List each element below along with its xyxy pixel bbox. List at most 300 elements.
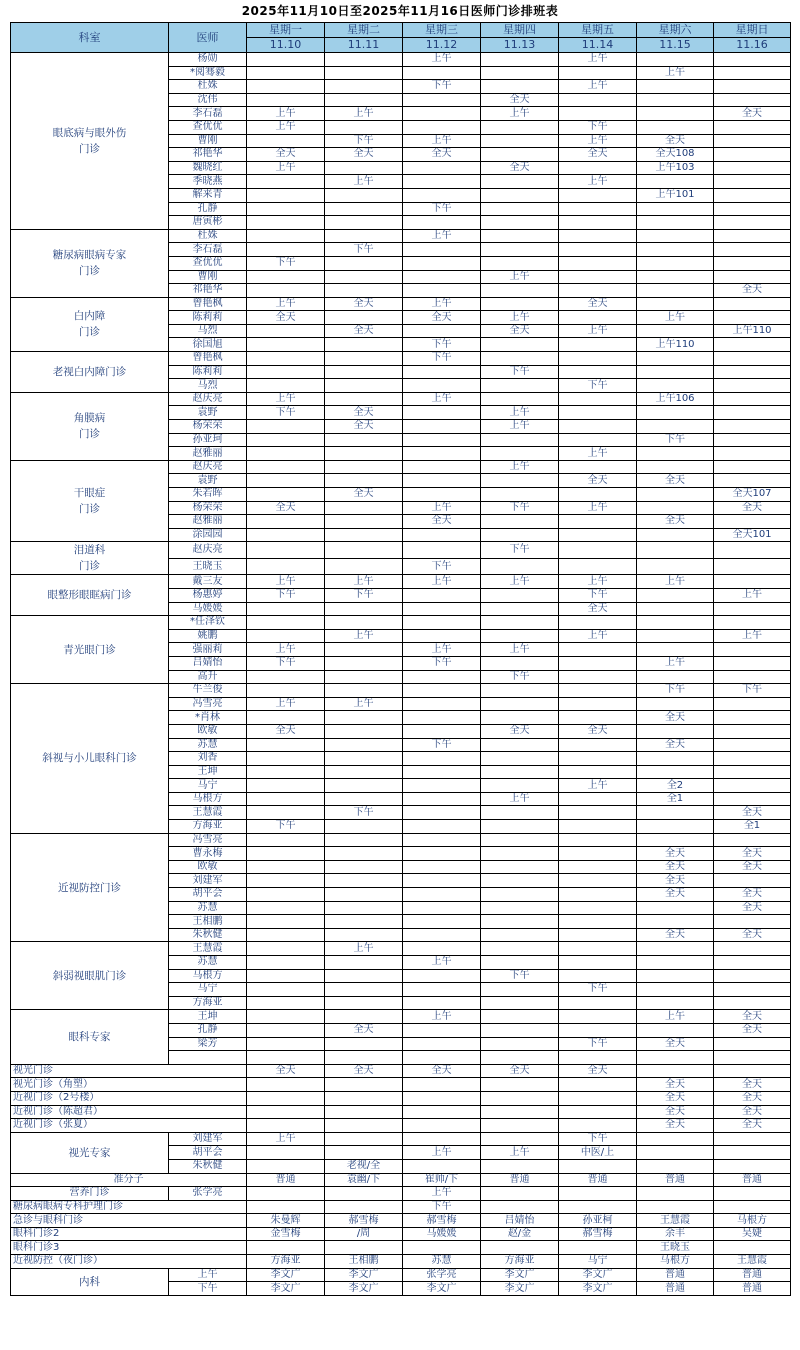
- schedule-cell: [247, 983, 325, 997]
- doctor-name: 刘香: [169, 752, 247, 766]
- schedule-cell: [714, 752, 791, 766]
- schedule-cell: [325, 120, 403, 134]
- schedule-cell: [325, 656, 403, 670]
- doctor-name: 朱秋健: [169, 1159, 247, 1173]
- schedule-cell: [403, 1051, 481, 1065]
- schedule-cell: [714, 874, 791, 888]
- schedule-cell: 上午: [403, 501, 481, 515]
- doctor-name: 方海亚: [169, 996, 247, 1010]
- schedule-cell: [481, 229, 559, 243]
- schedule-cell: [714, 379, 791, 393]
- schedule-cell: 上午110: [637, 338, 714, 352]
- doctor-name: 胡平会: [169, 1146, 247, 1160]
- schedule-cell: [714, 1064, 791, 1078]
- schedule-cell: [247, 806, 325, 820]
- schedule-cell: [714, 1146, 791, 1160]
- schedule-cell: [325, 501, 403, 515]
- schedule-cell: [247, 488, 325, 502]
- schedule-cell: [481, 1037, 559, 1051]
- dept-cell: 泪道科 门诊: [11, 542, 169, 575]
- schedule-cell: [403, 874, 481, 888]
- schedule-cell: [481, 1187, 559, 1201]
- schedule-cell: [481, 752, 559, 766]
- schedule-cell: [559, 915, 637, 929]
- schedule-cell: 方海亚: [481, 1255, 559, 1269]
- schedule-cell: [481, 915, 559, 929]
- schedule-cell: [403, 379, 481, 393]
- schedule-cell: 下午: [403, 80, 481, 94]
- doctor-name: 杨荣荣: [169, 420, 247, 434]
- schedule-cell: [247, 1091, 325, 1105]
- doctor-name: 孙亚珂: [169, 433, 247, 447]
- schedule-cell: [559, 738, 637, 752]
- schedule-cell: 全天: [403, 311, 481, 325]
- schedule-cell: 下午: [559, 379, 637, 393]
- schedule-cell: 郝雪梅: [403, 1214, 481, 1228]
- schedule-cell: [714, 792, 791, 806]
- schedule-cell: 下午: [247, 588, 325, 602]
- schedule-cell: 上午: [714, 629, 791, 643]
- schedule-cell: 吕婧怡: [481, 1214, 559, 1228]
- doctor-name: 曹永梅: [169, 847, 247, 861]
- schedule-cell: 金雪梅: [247, 1227, 325, 1241]
- schedule-cell: [403, 602, 481, 616]
- schedule-cell: 全天: [637, 738, 714, 752]
- doctor-name: 曹刚: [169, 270, 247, 284]
- schedule-cell: [247, 284, 325, 298]
- schedule-cell: 下午: [247, 820, 325, 834]
- schedule-cell: [637, 297, 714, 311]
- schedule-cell: [481, 1023, 559, 1037]
- schedule-cell: [714, 243, 791, 257]
- schedule-cell: [637, 175, 714, 189]
- schedule-cell: [481, 983, 559, 997]
- schedule-cell: 上午: [481, 311, 559, 325]
- schedule-cell: [637, 256, 714, 270]
- schedule-cell: [714, 643, 791, 657]
- schedule-cell: [637, 901, 714, 915]
- dept-cell: 近视防控门诊: [11, 833, 169, 942]
- schedule-cell: [714, 697, 791, 711]
- schedule-cell: [559, 188, 637, 202]
- schedule-cell: [559, 93, 637, 107]
- schedule-cell: [559, 365, 637, 379]
- schedule-cell: [247, 792, 325, 806]
- dept-cell: 眼整形眼眶病门诊: [11, 575, 169, 616]
- doctor-name: 查优优: [169, 256, 247, 270]
- schedule-cell: [481, 765, 559, 779]
- schedule-cell: [637, 833, 714, 847]
- schedule-cell: 全天108: [637, 148, 714, 162]
- schedule-cell: [325, 311, 403, 325]
- doctor-name: 孔静: [169, 1023, 247, 1037]
- schedule-cell: [247, 80, 325, 94]
- schedule-cell: 全天: [714, 901, 791, 915]
- doctor-name: 朱若晖: [169, 488, 247, 502]
- header-doctor: 医师: [169, 23, 247, 53]
- schedule-cell: [714, 1132, 791, 1146]
- doctor-name: 解来青: [169, 188, 247, 202]
- schedule-cell: 全天: [247, 148, 325, 162]
- doctor-name: 冯雪亮: [169, 697, 247, 711]
- doctor-name: 王慧霞: [169, 806, 247, 820]
- schedule-cell: 马媛媛: [403, 1227, 481, 1241]
- schedule-cell: [481, 297, 559, 311]
- dept-cell: 白内障 门诊: [11, 297, 169, 351]
- schedule-cell: [481, 488, 559, 502]
- schedule-cell: [481, 629, 559, 643]
- schedule-cell: 下午: [403, 352, 481, 366]
- schedule-cell: [481, 53, 559, 67]
- schedule-cell: [247, 558, 325, 575]
- schedule-cell: [247, 765, 325, 779]
- schedule-cell: [481, 833, 559, 847]
- schedule-cell: [403, 724, 481, 738]
- schedule-cell: 李文广: [325, 1268, 403, 1282]
- schedule-cell: [247, 324, 325, 338]
- schedule-cell: [481, 820, 559, 834]
- schedule-cell: [637, 670, 714, 684]
- schedule-cell: 全天: [325, 324, 403, 338]
- schedule-cell: [559, 406, 637, 420]
- schedule-cell: [559, 847, 637, 861]
- schedule-cell: 全天: [637, 515, 714, 529]
- schedule-cell: 下午: [403, 656, 481, 670]
- schedule-cell: [325, 820, 403, 834]
- schedule-cell: [247, 460, 325, 474]
- schedule-cell: [325, 161, 403, 175]
- doctor-name: 孔静: [169, 202, 247, 216]
- doctor-name: 季晓燕: [169, 175, 247, 189]
- schedule-cell: 下午: [325, 588, 403, 602]
- schedule-cell: [481, 738, 559, 752]
- schedule-cell: [247, 779, 325, 793]
- schedule-cell: [403, 1037, 481, 1051]
- schedule-cell: [714, 1200, 791, 1214]
- schedule-cell: [714, 297, 791, 311]
- schedule-cell: [325, 338, 403, 352]
- table-row: [11, 1105, 791, 1119]
- schedule-cell: [637, 996, 714, 1010]
- schedule-cell: [403, 942, 481, 956]
- schedule-cell: [637, 697, 714, 711]
- schedule-cell: [637, 629, 714, 643]
- schedule-cell: 全1: [714, 820, 791, 834]
- schedule-cell: [637, 1051, 714, 1065]
- schedule-cell: [247, 684, 325, 698]
- schedule-cell: [403, 175, 481, 189]
- schedule-cell: [481, 942, 559, 956]
- schedule-cell: [325, 779, 403, 793]
- schedule-cell: 普通: [481, 1173, 559, 1187]
- schedule-cell: 全天: [559, 1064, 637, 1078]
- doctor-name: 欧敏: [169, 724, 247, 738]
- schedule-cell: 上午: [559, 80, 637, 94]
- schedule-cell: [403, 1241, 481, 1255]
- schedule-cell: [247, 915, 325, 929]
- schedule-cell: [481, 1091, 559, 1105]
- schedule-cell: [403, 1132, 481, 1146]
- schedule-cell: [481, 860, 559, 874]
- doctor-name: 陈莉莉: [169, 311, 247, 325]
- schedule-cell: [247, 338, 325, 352]
- schedule-cell: 全天: [637, 1078, 714, 1092]
- clinic-label: 近视门诊（陈超君）: [11, 1105, 247, 1119]
- schedule-cell: 全天: [714, 860, 791, 874]
- schedule-cell: 张学亮: [403, 1268, 481, 1282]
- table-row: [11, 1200, 791, 1214]
- schedule-cell: [481, 956, 559, 970]
- schedule-cell: [403, 1091, 481, 1105]
- table-row: [11, 392, 791, 406]
- schedule-cell: 上午: [637, 656, 714, 670]
- schedule-cell: 普通: [637, 1282, 714, 1296]
- schedule-cell: [403, 216, 481, 230]
- schedule-cell: [481, 901, 559, 915]
- doctor-name: 赵庆亮: [169, 392, 247, 406]
- schedule-cell: [714, 656, 791, 670]
- schedule-cell: 下午: [637, 684, 714, 698]
- header-date: 11.16: [714, 38, 791, 53]
- schedule-cell: 郝雪梅: [325, 1214, 403, 1228]
- schedule-cell: [325, 66, 403, 80]
- schedule-cell: [481, 515, 559, 529]
- schedule-cell: [247, 1010, 325, 1024]
- schedule-cell: 普通: [637, 1173, 714, 1187]
- table-row: [11, 1187, 791, 1201]
- schedule-cell: [714, 433, 791, 447]
- schedule-cell: 王慧霞: [714, 1255, 791, 1269]
- schedule-cell: [481, 433, 559, 447]
- schedule-cell: [559, 888, 637, 902]
- table-row: [11, 352, 791, 366]
- schedule-cell: [403, 93, 481, 107]
- doctor-name: 李石磊: [169, 107, 247, 121]
- schedule-cell: [247, 1037, 325, 1051]
- schedule-cell: [403, 270, 481, 284]
- schedule-cell: 全天: [247, 501, 325, 515]
- doctor-name: 高升: [169, 670, 247, 684]
- table-row: [11, 297, 791, 311]
- schedule-cell: 马根方: [714, 1214, 791, 1228]
- doctor-name: 梁芳: [169, 1037, 247, 1051]
- schedule-cell: [325, 460, 403, 474]
- schedule-cell: [637, 1146, 714, 1160]
- schedule-cell: [325, 1078, 403, 1092]
- doctor-name: 赵庆亮: [169, 460, 247, 474]
- schedule-cell: 全天: [403, 1064, 481, 1078]
- schedule-cell: [559, 956, 637, 970]
- schedule-cell: 全天: [325, 297, 403, 311]
- schedule-cell: [325, 447, 403, 461]
- doctor-name: 杜姝: [169, 229, 247, 243]
- schedule-cell: [559, 1159, 637, 1173]
- doctor-name: 王晓玉: [169, 558, 247, 575]
- schedule-cell: [559, 711, 637, 725]
- schedule-cell: [714, 670, 791, 684]
- header-day: 星期五: [559, 23, 637, 38]
- schedule-cell: 李文广: [481, 1268, 559, 1282]
- schedule-cell: [714, 406, 791, 420]
- schedule-cell: [403, 1119, 481, 1133]
- schedule-cell: [325, 53, 403, 67]
- schedule-cell: [325, 93, 403, 107]
- schedule-cell: 全天: [481, 93, 559, 107]
- schedule-cell: [714, 983, 791, 997]
- table-row: [11, 1091, 791, 1105]
- schedule-cell: 李文广: [481, 1282, 559, 1296]
- schedule-cell: 上午: [559, 447, 637, 461]
- schedule-cell: [559, 765, 637, 779]
- schedule-cell: 全天: [714, 501, 791, 515]
- schedule-cell: [714, 229, 791, 243]
- schedule-cell: [559, 515, 637, 529]
- schedule-cell: /周: [325, 1227, 403, 1241]
- schedule-cell: [559, 874, 637, 888]
- schedule-cell: [714, 460, 791, 474]
- schedule-cell: 全天: [247, 724, 325, 738]
- schedule-cell: [559, 656, 637, 670]
- schedule-cell: [481, 80, 559, 94]
- schedule-cell: [325, 1010, 403, 1024]
- schedule-cell: [247, 860, 325, 874]
- schedule-cell: [247, 528, 325, 542]
- schedule-cell: [637, 324, 714, 338]
- schedule-cell: [247, 270, 325, 284]
- schedule-cell: [403, 324, 481, 338]
- doctor-name: 唐寅彬: [169, 216, 247, 230]
- doctor-name: 徐国旭: [169, 338, 247, 352]
- schedule-cell: 全天: [325, 1023, 403, 1037]
- schedule-cell: [403, 915, 481, 929]
- schedule-cell: [403, 779, 481, 793]
- schedule-cell: 全天: [481, 324, 559, 338]
- schedule-cell: [481, 66, 559, 80]
- schedule-cell: [325, 901, 403, 915]
- schedule-cell: [325, 969, 403, 983]
- schedule-cell: [637, 942, 714, 956]
- schedule-cell: [559, 860, 637, 874]
- schedule-cell: [247, 420, 325, 434]
- schedule-cell: [714, 779, 791, 793]
- schedule-cell: [481, 1119, 559, 1133]
- schedule-cell: 李文广: [247, 1268, 325, 1282]
- schedule-cell: [325, 1200, 403, 1214]
- schedule-cell: [403, 420, 481, 434]
- schedule-cell: [637, 80, 714, 94]
- doctor-name: *任泽钦: [169, 616, 247, 630]
- doctor-name: 李石磊: [169, 243, 247, 257]
- schedule-cell: [325, 365, 403, 379]
- schedule-cell: 全天: [637, 1091, 714, 1105]
- schedule-cell: [247, 379, 325, 393]
- doctor-name: 姚鹏: [169, 629, 247, 643]
- schedule-cell: 下午: [325, 134, 403, 148]
- schedule-cell: [637, 915, 714, 929]
- schedule-cell: 全天101: [714, 528, 791, 542]
- schedule-cell: [481, 888, 559, 902]
- schedule-cell: [403, 488, 481, 502]
- schedule-cell: [559, 420, 637, 434]
- schedule-cell: [325, 616, 403, 630]
- schedule-cell: [714, 256, 791, 270]
- table-row: [11, 1227, 791, 1241]
- schedule-cell: [714, 311, 791, 325]
- schedule-cell: [247, 93, 325, 107]
- schedule-cell: [481, 216, 559, 230]
- schedule-cell: [637, 765, 714, 779]
- schedule-cell: [481, 602, 559, 616]
- schedule-cell: [481, 284, 559, 298]
- schedule-cell: 普通: [247, 1173, 325, 1187]
- schedule-cell: [559, 558, 637, 575]
- schedule-cell: [403, 806, 481, 820]
- schedule-cell: 下午: [325, 806, 403, 820]
- schedule-cell: 王慧霞: [637, 1214, 714, 1228]
- schedule-cell: 上午: [481, 270, 559, 284]
- doctor-name: 赵庆亮: [169, 542, 247, 559]
- table-row: [11, 942, 791, 956]
- schedule-cell: [403, 433, 481, 447]
- doctor-name: 强丽莉: [169, 643, 247, 657]
- schedule-cell: 上午: [481, 460, 559, 474]
- schedule-cell: [403, 406, 481, 420]
- schedule-cell: [325, 80, 403, 94]
- schedule-cell: 上午: [403, 229, 481, 243]
- schedule-cell: [714, 365, 791, 379]
- schedule-cell: [714, 392, 791, 406]
- schedule-cell: [325, 915, 403, 929]
- schedule-cell: [325, 256, 403, 270]
- schedule-cell: 上午: [481, 406, 559, 420]
- schedule-cell: 全天: [637, 711, 714, 725]
- schedule-cell: [481, 1051, 559, 1065]
- schedule-cell: [403, 833, 481, 847]
- schedule-cell: 下午: [559, 983, 637, 997]
- table-row: [11, 1064, 791, 1078]
- schedule-cell: 全1: [637, 792, 714, 806]
- schedule-cell: 王晓玉: [637, 1241, 714, 1255]
- schedule-cell: 全天: [403, 148, 481, 162]
- doctor-name: 马烈: [169, 379, 247, 393]
- schedule-cell: [559, 66, 637, 80]
- schedule-cell: 王相鹏: [325, 1255, 403, 1269]
- schedule-cell: [481, 392, 559, 406]
- schedule-cell: [637, 558, 714, 575]
- schedule-cell: [559, 643, 637, 657]
- schedule-cell: [403, 1105, 481, 1119]
- schedule-cell: [714, 270, 791, 284]
- schedule-cell: 下午: [637, 433, 714, 447]
- schedule-cell: [247, 1159, 325, 1173]
- schedule-cell: [481, 1159, 559, 1173]
- schedule-cell: [325, 1091, 403, 1105]
- schedule-cell: 上午: [325, 697, 403, 711]
- schedule-cell: [247, 942, 325, 956]
- schedule-cell: [325, 352, 403, 366]
- schedule-cell: [559, 820, 637, 834]
- schedule-cell: [481, 1078, 559, 1092]
- schedule-cell: [637, 724, 714, 738]
- schedule-cell: [325, 996, 403, 1010]
- doctor-name: 马烈: [169, 324, 247, 338]
- schedule-cell: 上午: [637, 1010, 714, 1024]
- schedule-cell: 全天: [637, 474, 714, 488]
- schedule-cell: [481, 558, 559, 575]
- schedule-cell: [247, 229, 325, 243]
- schedule-cell: [247, 365, 325, 379]
- schedule-cell: 上午: [247, 107, 325, 121]
